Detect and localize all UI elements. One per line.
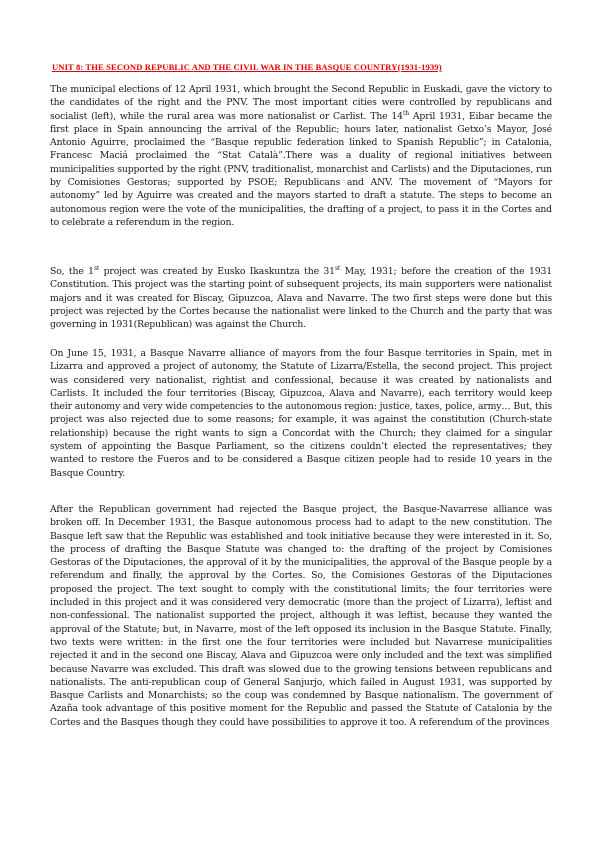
text-segment: On June 15, 1931, a Basque Navarre alliance of mayors from the four Basque territories in Spain, met in Lizarra and approved a project of autonomy, the Statute of Lizarra/Estella, the second project. This project was considered very nationalist, rightist and confessional, because it was created by nationalists and Carlists. It included the four territories (Biscay, Gipuzcoa, Alava and Navarre), each territory would keep their autonomy and very wide competencies to the autonomous region: justice, taxes, police, army… But, this project was also rejected due to some reasons; for example, it was against the constitution (Church-state relationship) because the right wants to sign a Concordat with the Church; they claimed for a singular system of appointing the Basque Parliament, so the citizens couldn’t elected the representatives; they wanted to restore the Fueros and to be considered a Basque citizen people had to reside 10 years in the Basque Country. [50,348,552,479]
text-segment: The municipal elections of 12 April 1931, which brought the Second Republic in Euskadi, gave the victory to the candidates of the right and the PNV. The most important cities were controlled by republicans and socialist (left), while the rural area was more nationalist or Carlist. The 14 [50,84,552,122]
paragraph-1 [50,83,552,229]
paragraph-4 [50,503,552,729]
paragraph-3 [50,347,552,480]
superscript: st [334,264,341,272]
paragraph-2 [50,265,552,331]
superscript: st [93,264,100,272]
text-segment: project was created by Eusko Ikaskuntza the 31 [99,266,335,277]
superscript: th [402,109,409,117]
text-segment: May, 1931; before the creation of the 1931 Constitution. This project was the starting point of subsequent projects, its main supporters were nationalist majors and it was created for Biscay, Gipuzcoa, Alava and Navarre. The two first steps were done but this project was rejected by the Cortes because the nationalist were linked to the Church and the party that was governing in 1931(Republican) was against the Church. [50,266,552,331]
text-segment: April 1931, Eibar became the first place in Spain announcing the arrival of the Republic; hours later, nationalist Getxo’s Mayor, José Antonio Aguirre, proclaimed the “Basque republic federation linked to Spanish Republic”; in Catalonia, Francesc Maciá proclaimed the “Stat Català”.There was a duality of regional initiatives between municipalities supported by the right (PNV, traditionalist, monarchist and Carlists) and the Diputaciones, run by Comisiones Gestoras; supported by PSOE; Republicans and ANV. The movement of “Mayors for autonomy” led by Aguirre was created and the mayors started to draft a statute. The steps to become an autonomous region were the vote of the municipalities, the drafting of a project, to pass it in the Cortes and to celebrate a referendum in the region. [50,110,552,228]
text-segment: So, the 1 [50,266,94,277]
text-segment: After the Republican government had rejected the Basque project, the Basque-Navarrese alliance was broken off. In December 1931, the Basque autonomous process had to adapt to the new constitution. The Basque left saw that the Republic was established and took initiative because they were interested in it. So, the process of drafting the Basque Statute was changed to: the drafting of the project by Comisiones Gestoras of the Diputaciones, the approval of it by the municipalities, the approval of the Basque people by a referendum and finally, the approval by the Cortes. So, the Comisiones Gestoras of the Diputaciones proposed the project. The text sought to comply with the constitutional limits; the four territories were included in this project and it was considered very democratic (more than the project of Lizarra), leftist and non-confessional. The nationalist supported the project, although it was leftist, because they wanted the approval of the Statute; but, in Navarre, most of the left opposed its inclusion in the Basque Statute. Finally, two texts were written: in the first one the four territories were included but Navarrese municipalities rejected it and in the second one Biscay, Alava and Gipuzcoa were only included and the text was simplified because Navarre was excluded. This draft was slowed due to the growing tensions between republicans and nationalists. The anti-republican coup of General Sanjurjo, which failed in August 1931, was supported by Basque Carlists and Monarchists; so the coup was condemned by Basque nationalism. The government of Azaña took advantage of this positive moment for the Republic and passed the Statute of Catalonia by the Cortes and the Basques though they could have possibilities to approve it too. A referendum of the provinces [50,504,552,728]
document-title: UNIT 8: THE SECOND REPUBLIC AND THE CIVIL WAR IN THE BASQUE COUNTRY(1931-1939) [52,62,442,72]
